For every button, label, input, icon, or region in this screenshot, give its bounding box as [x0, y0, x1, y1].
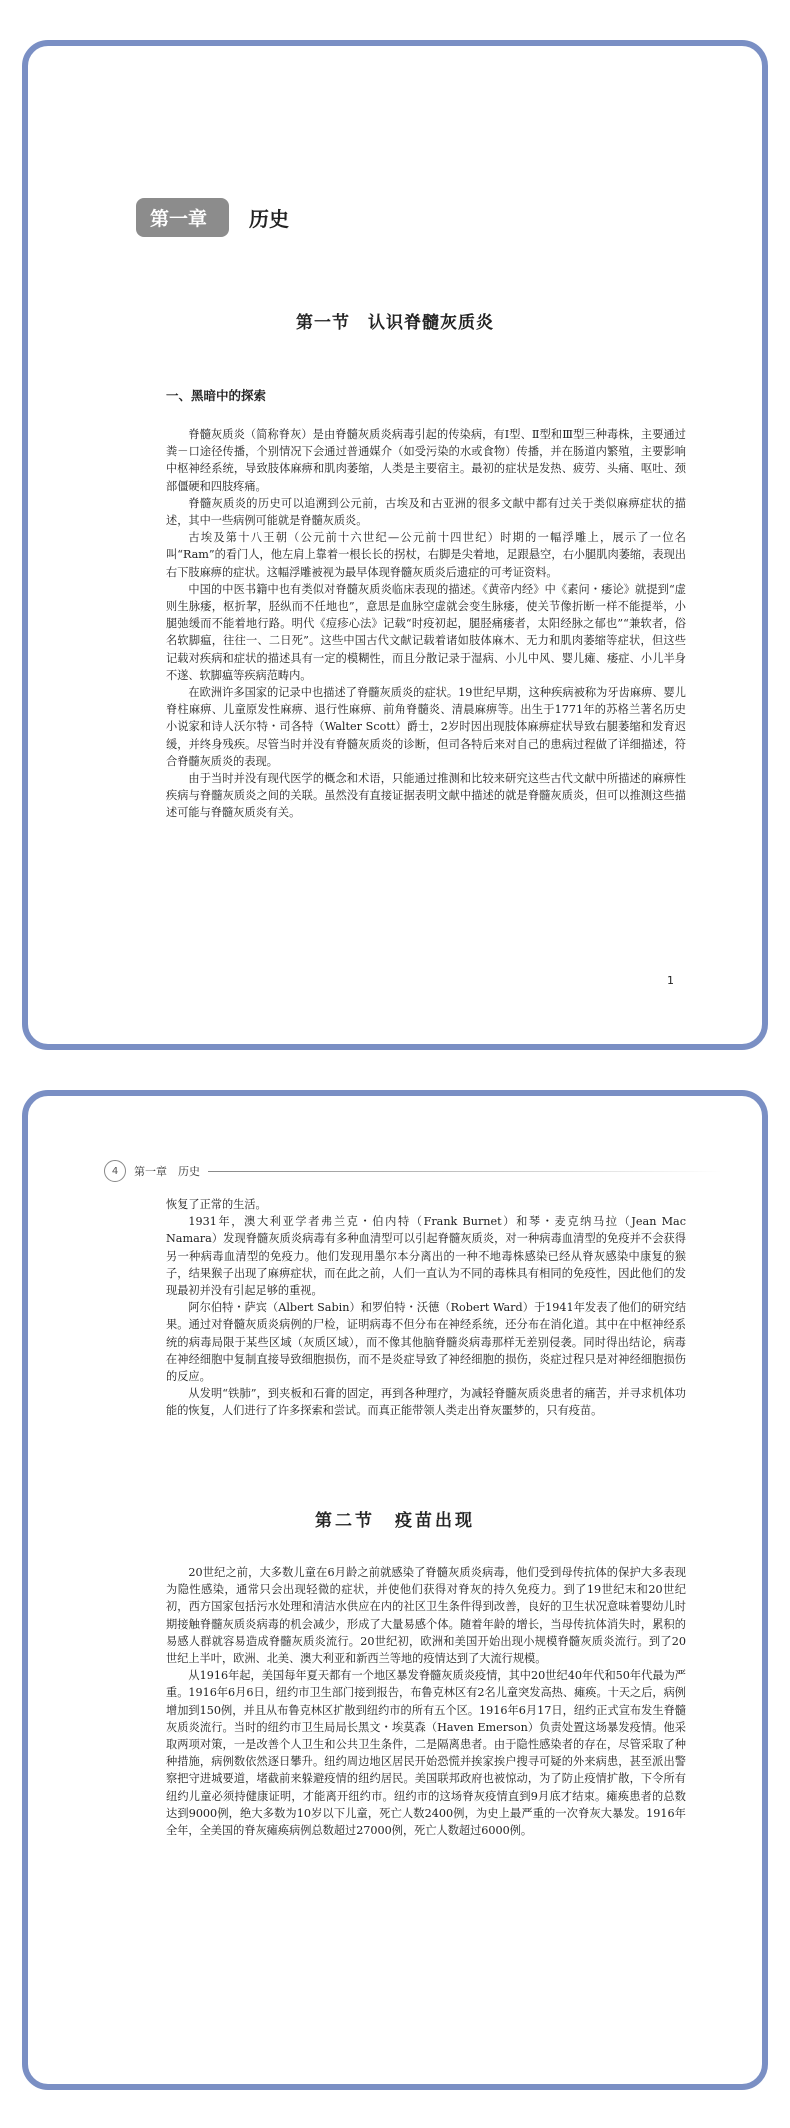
paragraph: 20世纪之前，大多数儿童在6月龄之前就感染了脊髓灰质炎病毒，他们受到母传抗体的保护大多表现为隐性感染，通常只会出现轻微的症状，并使他们获得对脊灰的持久免疫力。到了19世纪末和20世纪初，西方国家包括污水处理和清洁水供应在内的社区卫生条件得到改善，良好的卫生状况意味着婴幼儿时期接触脊髓灰质炎病毒的机会减少，形成了大量易感个体。随着年龄的增长，当母传抗体消失时，累积的易感人群就容易造成脊髓灰质炎流行。20世纪初，欧洲和美国开始出现小规模脊髓灰质炎流行。到了20世纪上半叶，欧洲、北美、澳大利亚和新西兰等地的疫情达到了大流行规模。 [166, 1566, 686, 1666]
paragraph: 从发明“铁肺”，到夹板和石膏的固定，再到各种理疗，为减轻脊髓灰质炎患者的痛苦，并寻求机体功能的恢复，人们进行了许多探索和尝试。而真正能带领人类走出脊灰噩梦的，只有疫苗。 [166, 1387, 686, 1418]
paragraph: 古埃及第十八王朝（公元前十六世纪—公元前十四世纪）时期的一幅浮雕上，展示了一位名叫“Ram”的看门人，他左肩上靠着一根长长的拐杖，右脚是尖着地，足跟悬空，右小腿肌肉萎缩，表现出右下肢麻痹的症状。这幅浮雕被视为最早体现脊髓灰质炎后遗症的可考证资料。 [166, 531, 686, 579]
paragraph: 阿尔伯特・萨宾（Albert Sabin）和罗伯特・沃德（Robert Ward）于1941年发表了他们的研究结果。通过对脊髓灰质炎病例的尸检，证明病毒不但分布在神经系统，还分布在消化道。其中在中枢神经系统的病毒局限于某些区域（灰质区域），而不像其他脑脊髓炎病毒那样无差别侵袭。同时得出结论，病毒在神经细胞中复制直接导致细胞损伤，而不是炎症导致了神经细胞的损伤，炎症过程只是对神经细胞损伤的反应。 [166, 1301, 686, 1384]
header-chapter-label: 第一章 历史 [134, 1165, 200, 1178]
subsection-title: 一、黑暗中的探索 [166, 388, 267, 403]
body-text [166, 1564, 686, 1839]
paragraph: 由于当时并没有现代医学的概念和术语，只能通过推测和比较来研究这些古代文献中所描述的麻痹性疾病与脊髓灰质炎之间的关联。虽然没有直接证据表明文献中描述的就是脊髓灰质炎，但可以推测这些描述可能与脊髓灰质炎有关。 [166, 772, 686, 820]
body-text [166, 426, 686, 822]
header-page-number: 4 [104, 1160, 126, 1182]
paragraph: 恢复了正常的生活。 [166, 1198, 267, 1211]
running-header [104, 1160, 722, 1182]
body-text [166, 1196, 686, 1420]
paragraph: 从1916年起，美国每年夏天都有一个地区暴发脊髓灰质炎疫情，其中20世纪40年代和50年代最为严重。1916年6月6日，纽约市卫生部门接到报告，布鲁克林区有2名儿童突发高热、瘫痪。十天之后，病例增加到150例，并且从布鲁克林区扩散到纽约市的所有五个区。1916年6月17日，纽约正式宣布发生脊髓灰质炎流行。当时的纽约市卫生局局长黑文・埃莫森（Haven Emerson）负责处置这场暴发疫情。他采取两项对策，一是改善个人卫生和公共卫生条件，二是隔离患者。由于隐性感染者的存在，尽管采取了种种措施，病例数依然逐日攀升。纽约周边地区居民开始恐慌并挨家挨户搜寻可疑的外来病患，甚至派出警察把守进城要道，堵截前来躲避疫情的纽约居民。美国联邦政府也被惊动，为了防止疫情扩散，下令所有纽约儿童必须持健康证明，才能离开纽约市。纽约市的这场脊灰疫情直到9月底才结束。瘫痪患者的总数达到9000例，绝大多数为10岁以下儿童，死亡人数2400例，为史上最严重的一次脊灰大暴发。1916年全年，全美国的脊灰瘫痪病例总数超过27000例，死亡人数超过6000例。 [166, 1669, 686, 1838]
chapter-badge: 第一章 [136, 198, 221, 237]
paragraph: 在欧洲许多国家的记录中也描述了脊髓灰质炎的症状。19世纪早期，这种疾病被称为牙齿麻痹、婴儿脊柱麻痹、儿童原发性麻痹、退行性麻痹、前角脊髓炎、清晨麻痹等。出生于1771年的苏格兰著名历史小说家和诗人沃尔特・司各特（Walter Scott）爵士，2岁时因出现肢体麻痹症状导致右腿萎缩和发育迟缓，并终身残疾。尽管当时并没有脊髓灰质炎的诊断，但司各特后来对自己的患病过程做了详细描述，符合脊髓灰质炎的表现。 [166, 686, 686, 768]
page-number: 1 [667, 974, 674, 987]
chapter-heading [136, 198, 289, 237]
page-card-1 [22, 40, 768, 1050]
page-card-2 [22, 1090, 768, 2090]
paragraph: 1931年，澳大利亚学者弗兰克・伯内特（Frank Burnet）和琴・麦克纳马拉（Jean Mac Namara）发现脊髓灰质炎病毒有多种血清型可以引起脊髓灰质炎，对一种病毒血清型的免疫并不会获得另一种病毒血清型的免疫力。他们发现用墨尔本分离出的一种不地毒株感染已经从脊灰感染中康复的猴子，结果猴子出现了麻痹症状，而在此之前，人们一直认为不同的毒株具有相同的免疫性，因此他们的发现最初并没有引起足够的重视。 [166, 1215, 686, 1298]
paragraph: 脊髓灰质炎的历史可以追溯到公元前，古埃及和古亚洲的很多文献中都有过关于类似麻痹症状的描述，其中一些病例可能就是脊髓灰质炎。 [166, 496, 686, 528]
paragraph: 脊髓灰质炎（简称脊灰）是由脊髓灰质炎病毒引起的传染病，有Ⅰ型、Ⅱ型和Ⅲ型三种毒株，主要通过粪－口途径传播，个别情况下会通过普通媒介（如受污染的水或食物）传播，并在肠道内繁殖，主要影响中枢神经系统，导致肢体麻痹和肌肉萎缩，人类是主要宿主。最初的症状是发热、疲劳、头痛、呕吐、颈部僵硬和四肢疼痛。 [166, 428, 686, 493]
paragraph: 中国的中医书籍中也有类似对脊髓灰质炎临床表现的描述。《黄帝内经》中《素问・痿论》就提到“虚则生脉痿，枢折挈，胫纵而不任地也”，意思是血脉空虚就会变生脉痿，使关节像折断一样不能提举，小腿弛缓而不能着地行路。明代《痘疹心法》记载“时疫初起，腿胫痛痿者，太阳经脉之郁也”“兼软者，俗名软脚瘟，往往一、二日死”。这些中国古代文献记载着诸如肢体麻木、无力和肌肉萎缩等症状，但这些记载对疾病和症状的描述具有一定的模糊性，而且分散记录于湿病、小儿中风、婴儿瘫、痿症、小儿半身不遂、软脚瘟等疾病范畴内。 [166, 582, 686, 682]
section-title: 第二节 疫苗出现 [315, 1511, 475, 1531]
header-divider [208, 1171, 722, 1172]
chapter-title: 历史 [249, 207, 290, 231]
section-title: 第一节 认识脊髓灰质炎 [296, 313, 494, 333]
